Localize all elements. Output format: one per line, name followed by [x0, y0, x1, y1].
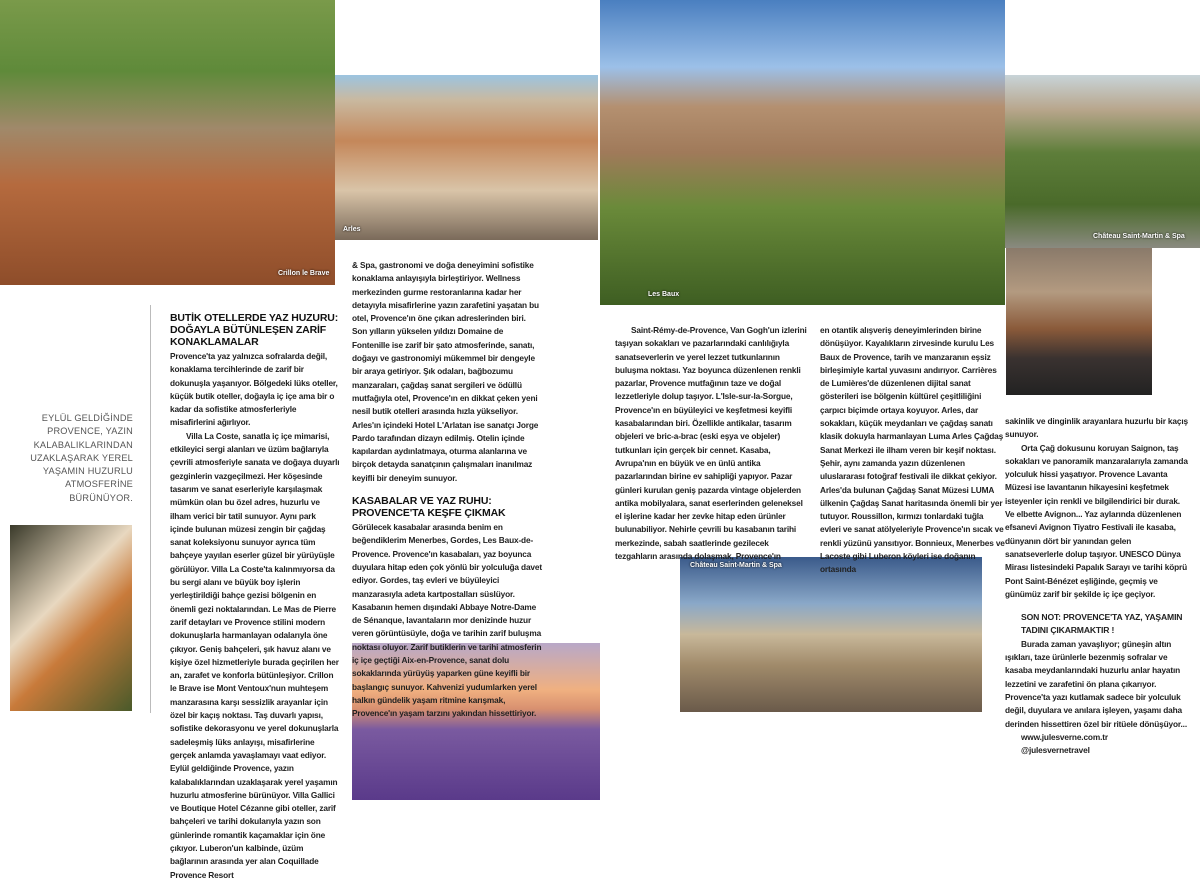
paragraph: Saint-Rémy-de-Provence, Van Gogh'un izlerini taşıyan sokakları ve pazarlarındaki canlılığıyla sanatseverlerin ve yerel lezzet tutkunlarının buluşma noktası. Yaz boyunca düzenlenen renkli pazarlar, Provence mutfağının taze ve doğal lezzetleriyle dolup taşıyor. L'Isle-sur-la-Sorgue, Provence'ın en büyüleyici ve keşfetmesi keyifli kasabalarından biri. Özellikle antikalar, tasarım objeleri ve bric-a-brac (eski eşya ve objeler) tutkunları için gerçek bir cennet. Kasaba, Avrupa'nın en büyük ve en ünlü antika pazarlarından birine ev sahipliği yapıyor. Pazar günleri kurulan geniş pazarda vintage objelerden antika mobilyalara, sanat eserlerinden geleneksel el işlerine kadar her zevke hitap eden ürünler bulunabiliyor. Nehirle çevrili bu kasabanın tarihi merkezinde, sabah saatlerinde gezilecek tezgahların arasında dolaşmak, Provence'ın [615, 325, 807, 562]
paragraph: en otantik alışveriş deneyimlerinden birine dönüşüyor. Kayalıkların zirvesinde kurulu Les Baux de Provence, tarih ve manzaranın eşsiz birleşimiyle kartal yuvasını andırıyor. Carrières de Lumières'de düzenlenen dijital sanat gösterileri ise bölgenin kültürel çeşitliliğini çarpıcı biçimde ortaya koyuyor. Arles, dar sokakları, küçük meydanları ve çağdaş sanatı klasik dokuyla harmanlayan Luma Arles Çağdaş Sanat Merkezi ile ilham veren bir keşif noktası. Şehir, aynı zamanda yazın düzenlenen uluslararası fotoğraf festivali ile dikkat çekiyor. Arles'da bulunan Çağdaş Sanat Müzesi LUMA ülkenin Çağdaş Sanat haritasında önemli bir yer tutuyor. Roussillon, kırmızı tonlardaki tuğla evleri ve sanat atölyeleriyle Provence'ın sıcak ve renkli yüzünü yansıtıyor. Bonnieux, Menerbes ve Lacoste gibi Luberon köyleri ise doğanın ortasında [820, 325, 1005, 575]
caption-chateau-terrace: Château Saint-Martin & Spa [690, 562, 782, 569]
photo-arles [335, 75, 598, 240]
section-heading-boutique-hotels: BUTİK OTELLERDE YAZ HUZURU: DOĞAYLA BÜTÜNLEŞEN ZARİF KONAKLAMALAR [170, 312, 339, 348]
section-heading-towns: KASABALAR VE YAZ RUHU: PROVENCE'TA KEŞFE ÇIKMAK [352, 495, 506, 520]
paragraph: & Spa, gastronomi ve doğa deneyimini sofistike konaklama anlayışıyla birleştiriyor. Wellness merkezinden gurme restoranlarına kadar her detayıyla misafirlerine yazın zarafetini yaşatan bu otel, Provence'ın öne çıkan adreslerinden biri. Son yılların yükselen yıldızı Domaine de Fontenille ise zarif bir şato atmosferinde, sanatı, doğayı ve gastronomiyi mükemmel bir dengeyle bir araya getiriyor. Şık odaları, bağbozumu manzaraları, çağdaş sanat sergileri ve ödüllü mutfağıyla otel, Provence'ın en dikkat çeken yeni nesil butik otelleri arasında hızla yükseliyor. Arles'ın içindeki Hotel L'Arlatan ise sanatçı Jorge Pardo tarafından dizayn edilmiş. Otelin içinde kapılardan aydınlatmaya, oturma alanlarına ve birçok detayda sanatçının çalışmaları inanılmaz keyifli bir deneyim sunuyor. [352, 260, 539, 483]
photo-chateau-garden [1005, 75, 1200, 248]
website-link[interactable]: www.julesverne.com.tr [1021, 731, 1108, 742]
caption-arles: Arles [343, 226, 361, 233]
paragraph: Burada zaman yavaşlıyor; güneşin altın ışıkları, taze ürünlerle bezenmiş sofralar ve kasaba meydanlarındaki huzurlu anlar hayatın lezzetini ve zarafetini ön plana çıkarıyor. Provence'ta yazı kutlamak sadece bir yolculuk değil, duyulara ve anılara işleyen, yaşamı daha derinden hissettiren özel bir ritüele dönüşüyor... [1005, 638, 1187, 729]
article-column-5 [1005, 415, 1190, 757]
article-column-3 [615, 324, 807, 563]
pull-quote: EYLÜL GELDİĞİNDE PROVENCE, YAZIN KALABALIKLARINDAN UZAKLAŞARAK YEREL YAŞAMIN HUZURLU ATMOSFERİNE BÜRÜNÜYOR. [30, 413, 133, 503]
photo-chateau-terrace [680, 557, 982, 712]
caption-chateau-top: Château Saint-Martin & Spa [1093, 233, 1185, 240]
photo-food [10, 525, 132, 711]
article-column-1 [170, 312, 340, 882]
paragraph: Provence'ta yaz yalnızca sofralarda değil, konaklama tercihlerinde de zarif bir dokunuşla yaşanıyor. Bölgedeki lüks oteller, küçük butik oteller, doğayla iç içe ama bir o kadar da sofistike atmosferleriyle misafirlerini ağırlıyor. [170, 351, 338, 428]
paragraph: sakinlik ve dinginlik arayanlara huzurlu bir kaçış sunuyor. [1005, 416, 1188, 440]
caption-crillon: Crillon le Brave [278, 270, 330, 277]
instagram-handle[interactable]: @julesvernetravel [1021, 745, 1090, 756]
photo-wine-cellar [1006, 248, 1152, 395]
photo-les-baux [600, 0, 1005, 305]
caption-les-baux: Les Baux [648, 291, 680, 298]
paragraph: Villa La Coste, sanatla iç içe mimarisi, etkileyici sergi alanları ve üzüm bağlarıyla çevrili atmosferiyle sanata ve doğaya duyarlı gezginlerin vazgeçilmezi. Her köşesinde tasarım ve sanat eserleriyle karşılaşmak mümkün olan bu özel adres, huzurlu ve ilham verici bir tatil sunuyor. Aynı park içinde bulunan müzesi zengin bir çağdaş sanat koleksiyonu sunuyor ayrıca tüm bahçeye yayılan eserler güzel bir yürüyüşle görülüyor. Villa La Coste'ta kalınmıyorsa da bu sergi alanı ve büyük boy işlerin yerleştirildiği bahçe gezisi bölgenin en önemli gezi noktalarından. Le Mas de Pierre zarif detayları ve Provence stilini modern dokunuşlarla harmanlayan odalarıyla öne çıkıyor. Geniş bahçeleri, şık havuz alanı ve kişiye özel hizmetleriyle burada geçirilen her an, zarafet ve konforla bütünleşiyor. Crillon le Brave ise Mont Ventoux'nun muhteşem manzarasına karşı sessizlik arayanlar için özel bir kaçış noktası. Taş duvarlı yapısı, sofistike dekorasyonu ve yerel dokunuşlarla sadeleşmiş lüks anlayışı, misafirlerine gerçek anlamda yavaşlamayı vaat ediyor. Eylül geldiğinde Provence, yazın kalabalıklarından uzaklaşarak yerel yaşamın huzurlu atmosferine bürünüyor. Villa Gallici ve Boutique Hotel Cézanne gibi oteller, zarif bahçeleri ve tarihi dokularıyla yazın son günlerinde romantik kaçamaklar için öne çıkıyor. Luberon'un kalbinde, üzüm bağlarının arasında yer alan Coquillade Provence Resort [170, 430, 340, 880]
article-column-2 [352, 259, 542, 721]
section-heading-final-note: SON NOT: PROVENCE'TA YAZ, YAŞAMIN TADINI ÇIKARMAKTIR ! [1021, 612, 1183, 636]
paragraph: Orta Çağ dokusunu koruyan Saignon, taş sokakları ve panoramik manzaralarıyla zamanda yolculuk hissi yaşatıyor. Provence Lavanta Müzesi ise lavantanın hikayesini keşfetmek isteyenler için renkli ve bilgilendirici bir durak. Ve elbette Avignon... Yaz aylarında düzenlenen efsanevi Avignon Tiyatro Festivali ile kasaba, dünyanın dört bir yanından gelen sanatseverlerle dolup taşıyor. UNESCO Dünya Mirası listesindeki Papalık Sarayı ve tarihi köprü Pont Saint-Bénézet eşliğinde, geçmiş ve günümüz zarif bir şekilde iç içe geçiyor. [1005, 442, 1188, 599]
paragraph: Görülecek kasabalar arasında benim en beğendiklerim Menerbes, Gordes, Les Baux-de-Provence. Provence'ın kasabaları, yaz boyunca duyulara hitap eden çok yönlü bir yolculuğa davet ediyor. Gordes, taş evleri ve büyüleyici manzarasıyla adeta kartpostalları süslüyor. Kasabanın hemen dışındaki Abbaye Notre-Dame de Sénanque, lavantaların mor denizinde huzur veren görüntüsüyle, doğa ve tarihin zarif buluşma noktası oluyor. Zarif butiklerin ve tarihi atmosferin iç içe geçtiği Aix-en-Provence, sanat dolu sokaklarında yürüyüş yaparken güne keyifli bir başlangıç sunuyor. Kahvenizi yudumlarken yerel halkın gündelik yaşam ritmine karışmak, Provence'ın yaşam tarzını yakından hissettiriyor. [352, 522, 542, 719]
column-divider [150, 305, 151, 713]
photo-crillon-le-brave [0, 0, 335, 285]
article-column-4 [820, 324, 1005, 577]
